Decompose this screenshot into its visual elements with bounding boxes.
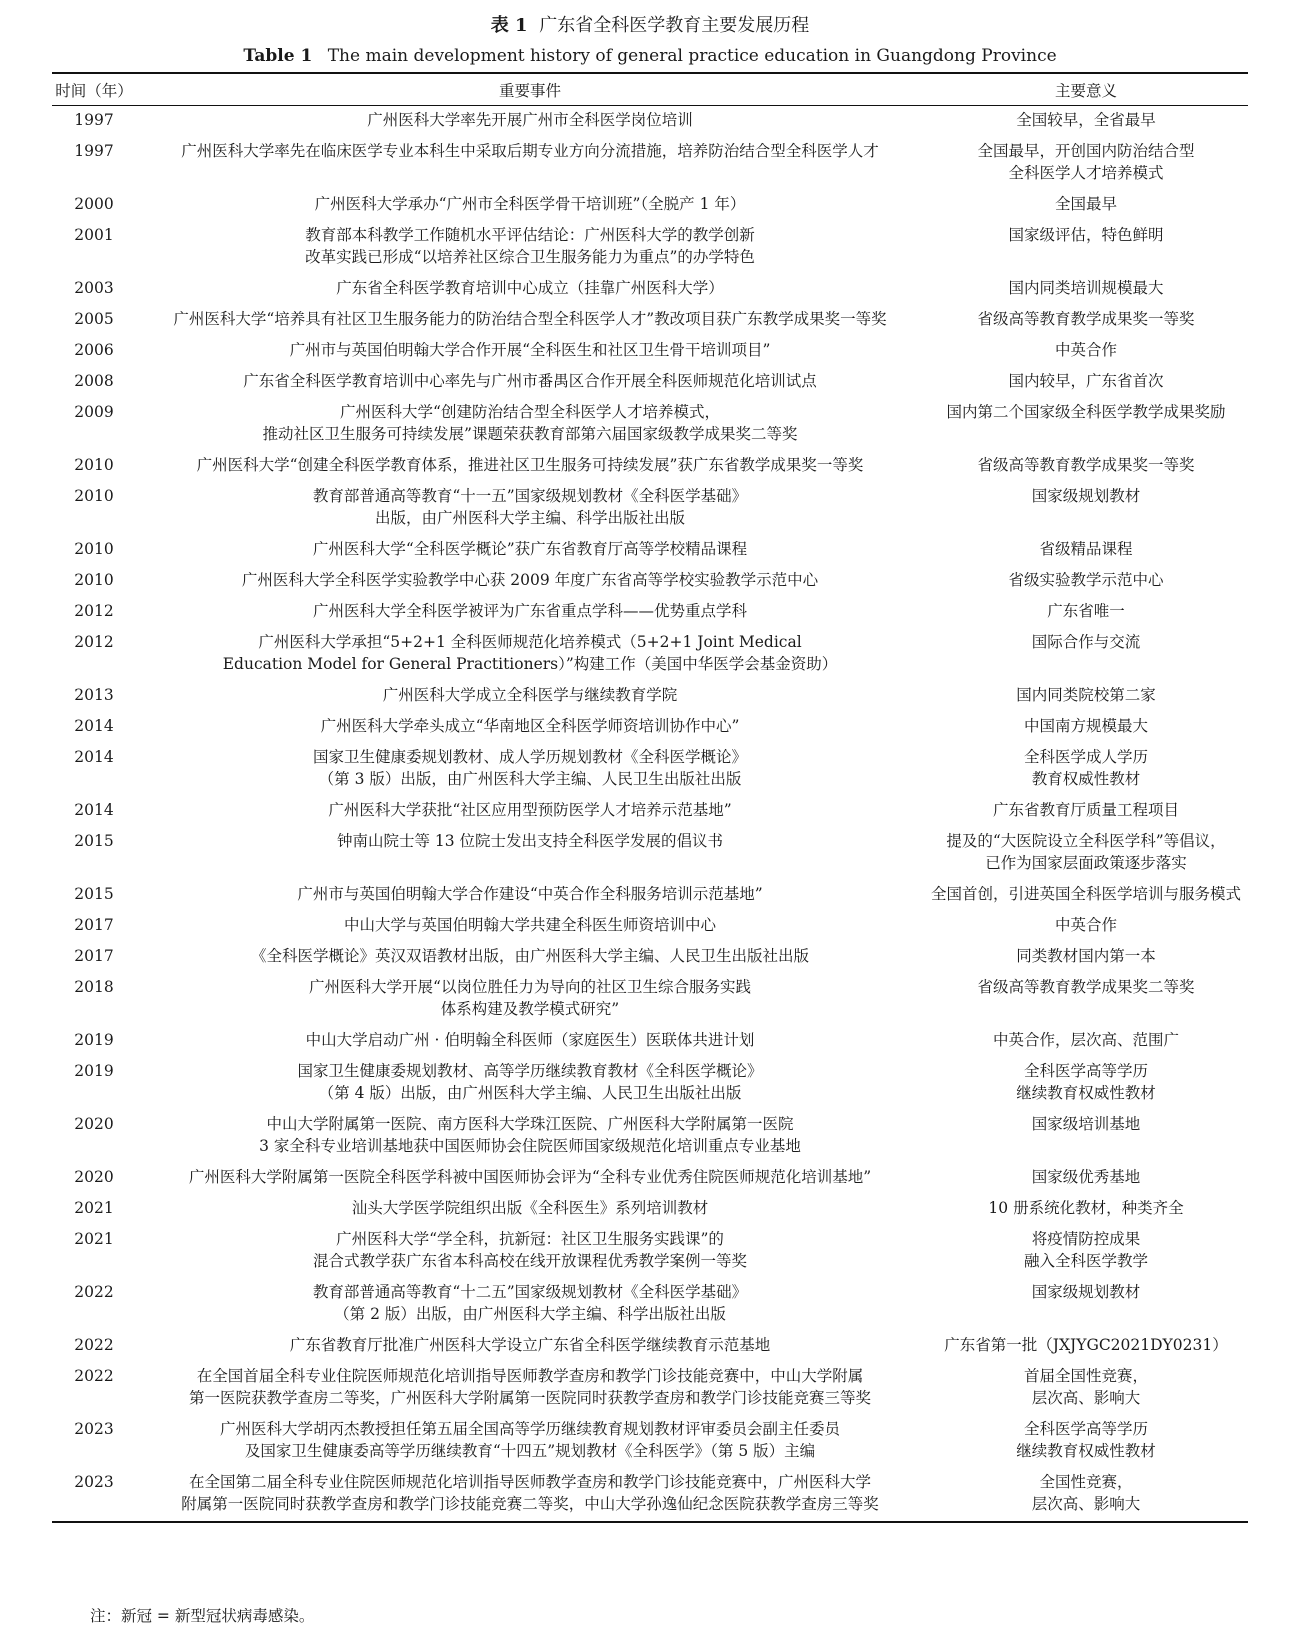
cell-significance: 广东省唯一 (1047, 602, 1125, 620)
cell-year: 2022 (74, 1283, 114, 1301)
cell-year: 2010 (74, 487, 114, 505)
cell-year: 2019 (74, 1062, 114, 1080)
cell-significance: 中英合作，层次高、范围广 (992, 1031, 1179, 1049)
table-row (52, 1415, 1248, 1468)
table-body (52, 106, 1248, 1523)
cell-event: 中山大学与英国伯明翰大学共建全科医生师资培训中心 (343, 916, 716, 934)
cell-event: 广州医科大学“创建防治结合型全科医学人才培养模式， 推动社区卫生服务可持续发展”课题荣获教育部第六届国家级教学成果奖二等奖 (262, 403, 798, 443)
cell-event: 广州医科大学承担“5+2+1 全科医师规范化培养模式（5+2+1 Joint Medical Education Model for General Practitioners）”构建工作（美国中华医学会基金资助） (222, 633, 838, 673)
table-row (52, 451, 1248, 482)
cell-event: 钟南山院士等 13 位院士发出支持全科医学发展的倡议书 (336, 832, 724, 850)
cell-year: 2019 (74, 1031, 114, 1049)
cell-event: 广州医科大学“学全科，抗新冠：社区卫生服务实践课”的 混合式教学获广东省本科高校在线开放课程优秀教学案例一等奖 (312, 1230, 747, 1270)
cell-event: 广东省全科医学教育培训中心率先与广州市番禺区合作开展全科医师规范化培训试点 (243, 372, 817, 390)
cell-significance: 国家级规划教材 (1031, 487, 1141, 505)
cell-event: 广州医科大学牵头成立“华南地区全科医学师资培训协作中心” (320, 717, 740, 735)
table-row (52, 535, 1248, 566)
cell-year: 2005 (74, 310, 114, 328)
cell-significance: 全国首创，引进英国全科医学培训与服务模式 (930, 885, 1241, 903)
cell-event: 广州医科大学“培养具有社区卫生服务能力的防治结合型全科医学人才”教改项目获广东教学成果奖一等奖 (173, 310, 887, 328)
cell-year: 2012 (74, 633, 114, 651)
cell-event: 广州医科大学胡丙杰教授担任第五届全国高等学历继续教育规划教材评审委员会副主任委员 及国家卫生健康委高等学历继续教育“十四五”规划教材《全科医学》（第 5 版）主编 (219, 1420, 840, 1460)
cell-significance: 同类教材国内第一本 (1016, 947, 1156, 965)
cell-event: 广州医科大学率先开展广州市全科医学岗位培训 (367, 111, 693, 129)
cell-significance: 全科医学高等学历 继续教育权威性教材 (1016, 1420, 1156, 1460)
cell-year: 2014 (74, 801, 114, 819)
table-row (52, 305, 1248, 336)
cell-significance: 国内较早，广东省首次 (1008, 372, 1164, 390)
cell-significance: 全国最早 (1054, 195, 1117, 213)
cell-event: 教育部普通高等教育“十二五”国家级规划教材《全科医学基础》 （第 2 版）出版，由广州医科大学主编、科学出版社出版 (312, 1283, 748, 1323)
cell-event: 国家卫生健康委规划教材、高等学历继续教育教材《全科医学概论》 （第 4 版）出版，由广州医科大学主编、人民卫生出版社出版 (297, 1062, 763, 1102)
table-row (52, 1362, 1248, 1415)
table-row (52, 137, 1248, 190)
table-row (52, 1026, 1248, 1057)
table-row (52, 221, 1248, 274)
cell-year: 2023 (74, 1420, 114, 1438)
table-row (52, 743, 1248, 796)
cell-significance: 省级实验教学示范中心 (1008, 571, 1164, 589)
header-significance: 主要意义 (924, 73, 1248, 106)
table-row (52, 398, 1248, 451)
cell-event: 广州医科大学“全科医学概论”获广东省教育厅高等学校精品课程 (312, 540, 748, 558)
table-caption-en (0, 45, 1300, 67)
table-title-cn: 广东省全科医学教育主要发展历程 (539, 15, 810, 36)
cell-event: 广州医科大学全科医学实验教学中心获 2009 年度广东省高等学校实验教学示范中心 (241, 571, 819, 589)
table-row (52, 1057, 1248, 1110)
table-note: 注：新冠 = 新型冠状病毒感染。 (90, 1607, 315, 1625)
cell-significance: 广东省教育厅质量工程项目 (992, 801, 1179, 819)
cell-event: 教育部普通高等教育“十一五”国家级规划教材《全科医学基础》 出版，由广州医科大学主编、科学出版社出版 (312, 487, 748, 527)
cell-event: 广州市与英国伯明翰大学合作建设“中英合作全科服务培训示范基地” (297, 885, 763, 903)
cell-year: 2012 (74, 602, 114, 620)
table-row (52, 911, 1248, 942)
cell-year: 2022 (74, 1336, 114, 1354)
cell-significance: 全国较早，全省最早 (1016, 111, 1156, 129)
cell-year: 2014 (74, 717, 114, 735)
cell-year: 2013 (74, 686, 114, 704)
table-label-en: Table 1 (243, 46, 313, 66)
table-row (52, 1110, 1248, 1163)
table-row (52, 827, 1248, 880)
cell-event: 广东省全科医学教育培训中心成立（挂靠广州医科大学） (336, 279, 724, 297)
table-row (52, 106, 1248, 138)
header-year: 时间（年） (52, 73, 136, 106)
table-row (52, 1468, 1248, 1522)
table-row (52, 880, 1248, 911)
cell-year: 2015 (74, 885, 114, 903)
cell-year: 2001 (74, 226, 114, 244)
cell-significance: 中国南方规模最大 (1023, 717, 1148, 735)
cell-year: 2020 (74, 1115, 114, 1133)
cell-year: 2022 (74, 1367, 114, 1385)
cell-event: 《全科医学概论》英汉双语教材出版，由广州医科大学主编、人民卫生出版社出版 (250, 947, 809, 965)
table-row (52, 681, 1248, 712)
cell-significance: 国家级评估，特色鲜明 (1008, 226, 1164, 244)
cell-significance: 国际合作与交流 (1031, 633, 1141, 651)
cell-year: 2006 (74, 341, 114, 359)
table-row (52, 1225, 1248, 1278)
header-event: 重要事件 (136, 73, 924, 106)
table-row (52, 566, 1248, 597)
table-row (52, 482, 1248, 535)
cell-event: 汕头大学医学院组织出版《全科医生》系列培训教材 (351, 1199, 709, 1217)
table-row (52, 1163, 1248, 1194)
table-caption-cn (0, 14, 1300, 38)
cell-year: 2018 (74, 978, 114, 996)
cell-event: 广州医科大学获批“社区应用型预防医学人才培养示范基地” (328, 801, 732, 819)
table-row (52, 712, 1248, 743)
cell-event: 广东省教育厅批准广州医科大学设立广东省全科医学继续教育示范基地 (289, 1336, 771, 1354)
cell-event: 广州医科大学“创建全科医学教育体系，推进社区卫生服务可持续发展”获广东省教学成果奖一等奖 (196, 456, 864, 474)
cell-year: 2017 (74, 947, 114, 965)
cell-year: 2023 (52, 1468, 136, 1522)
cell-significance: 将疫情防控成果 融入全科医学教学 (1023, 1230, 1148, 1270)
table-label-cn: 表 1 (490, 15, 528, 36)
table-title-en: The main development history of general practice education in Guangdong Province (327, 46, 1057, 66)
table-row (52, 336, 1248, 367)
cell-year: 2010 (74, 540, 114, 558)
cell-year: 2021 (74, 1199, 114, 1217)
cell-event: 国家卫生健康委规划教材、成人学历规划教材《全科医学概论》 （第 3 版）出版，由广州医科大学主编、人民卫生出版社出版 (312, 748, 747, 788)
cell-significance: 10 册系统化教材，种类齐全 (988, 1199, 1184, 1217)
cell-significance: 国内第二个国家级全科医学教学成果奖励 (946, 403, 1226, 421)
cell-significance: 省级高等教育教学成果奖二等奖 (977, 978, 1195, 996)
cell-event: 广州医科大学率先在临床医学专业本科生中采取后期专业方向分流措施，培养防治结合型全科医学人才 (181, 142, 879, 160)
cell-event: 广州医科大学附属第一医院全科医学科被中国医师协会评为“全科专业优秀住院医师规范化培训基地” (188, 1168, 872, 1186)
cell-year: 2014 (74, 748, 114, 766)
cell-significance: 省级精品课程 (1039, 540, 1133, 558)
cell-year: 1997 (74, 142, 114, 160)
cell-significance: 国家级培训基地 (1031, 1115, 1141, 1133)
cell-event: 广州医科大学全科医学被评为广东省重点学科——优势重点学科 (312, 602, 747, 620)
table-row (52, 597, 1248, 628)
cell-significance: 全科医学成人学历 教育权威性教材 (1023, 748, 1148, 788)
cell-significance: 全科医学高等学历 继续教育权威性教材 (1016, 1062, 1156, 1102)
cell-event: 广州医科大学承办“广州市全科医学骨干培训班”（全脱产 1 年） (314, 195, 746, 213)
cell-significance: 提及的“大医院设立全科医学科”等倡议， 已作为国家层面政策逐步落实 (946, 832, 1226, 872)
cell-year: 1997 (74, 111, 114, 129)
cell-year: 2015 (74, 832, 114, 850)
table-row (52, 367, 1248, 398)
cell-significance: 广东省第一批（JXJYGC2021DY0231） (944, 1336, 1228, 1354)
cell-year: 2017 (74, 916, 114, 934)
cell-significance: 省级高等教育教学成果奖一等奖 (977, 456, 1195, 474)
table-row (52, 1194, 1248, 1225)
cell-year: 2010 (74, 456, 114, 474)
table-row (52, 1331, 1248, 1362)
cell-year: 2008 (74, 372, 114, 390)
table-row (52, 796, 1248, 827)
cell-significance: 国家级优秀基地 (1031, 1168, 1141, 1186)
cell-event: 广州医科大学开展“以岗位胜任力为导向的社区卫生综合服务实践 体系构建及教学模式研究” (309, 978, 751, 1018)
cell-year: 2020 (74, 1168, 114, 1186)
cell-significance: 国家级规划教材 (1031, 1283, 1141, 1301)
cell-year: 2000 (74, 195, 114, 213)
cell-year: 2021 (74, 1230, 114, 1248)
table-row (52, 942, 1248, 973)
table-row (52, 190, 1248, 221)
table-header-row (52, 73, 1248, 106)
cell-significance: 国内同类培训规模最大 (1008, 279, 1164, 297)
cell-event: 在全国首届全科专业住院医师规范化培训指导医师教学查房和教学门诊技能竞赛中，中山大学附属 第一医院获教学查房二等奖，广州医科大学附属第一医院同时获教学查房和教学门诊技能竞赛三等奖 (188, 1367, 871, 1407)
cell-event: 中山大学附属第一医院、南方医科大学珠江医院、广州医科大学附属第一医院 3 家全科专业培训基地获中国医师协会住院医师国家级规范化培训重点专业基地 (259, 1115, 801, 1155)
cell-event: 在全国第二届全科专业住院医师规范化培训指导医师教学查房和教学门诊技能竞赛中，广州医科大学 附属第一医院同时获教学查房和教学门诊技能竞赛二等奖，中山大学孙逸仙纪念医院获教学查房三等奖 (136, 1468, 924, 1522)
cell-significance: 全国最早，开创国内防治结合型 全科医学人才培养模式 (977, 142, 1195, 182)
cell-year: 2010 (74, 571, 114, 589)
cell-event: 中山大学启动广州 · 伯明翰全科医师（家庭医生）医联体共进计划 (305, 1031, 755, 1049)
cell-significance: 首届全国性竞赛， 层次高、影响大 (1023, 1367, 1148, 1407)
cell-event: 广州医科大学成立全科医学与继续教育学院 (382, 686, 678, 704)
cell-year: 2003 (74, 279, 114, 297)
table-row (52, 628, 1248, 681)
cell-significance: 中英合作 (1054, 916, 1117, 934)
cell-significance: 省级高等教育教学成果奖一等奖 (977, 310, 1195, 328)
table-row (52, 274, 1248, 305)
cell-event: 广州市与英国伯明翰大学合作开展“全科医生和社区卫生骨干培训项目” (289, 341, 771, 359)
history-table (52, 72, 1248, 1523)
table-row (52, 973, 1248, 1026)
cell-significance: 全国性竞赛， 层次高、影响大 (924, 1468, 1248, 1522)
cell-year: 2009 (74, 403, 114, 421)
cell-event: 教育部本科教学工作随机水平评估结论：广州医科大学的教学创新 改革实践已形成“以培养社区综合卫生服务能力为重点”的办学特色 (305, 226, 755, 266)
table-row (52, 1278, 1248, 1331)
cell-significance: 中英合作 (1054, 341, 1117, 359)
cell-significance: 国内同类院校第二家 (1016, 686, 1156, 704)
